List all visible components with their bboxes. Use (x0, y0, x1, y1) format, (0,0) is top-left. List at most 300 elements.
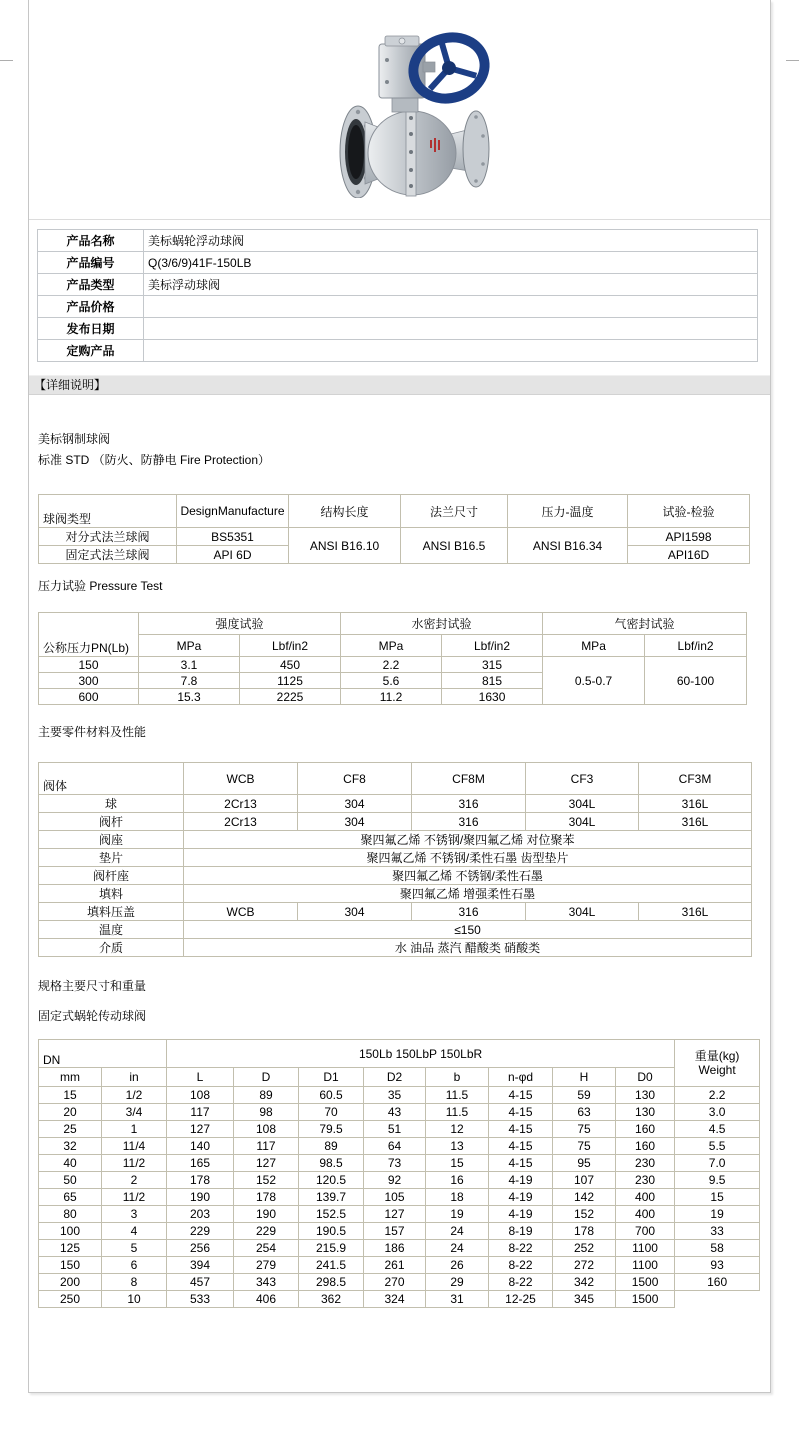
materials-value: 316L (639, 795, 752, 813)
dims-cell: 130 (616, 1104, 675, 1121)
dims-cell: 1100 (616, 1257, 675, 1274)
standards-type: 对分式法兰球阀 (39, 528, 177, 546)
dims-cell: 256 (167, 1240, 234, 1257)
dims-cell: 4-15 (489, 1087, 553, 1104)
dims-cell: 160 (616, 1121, 675, 1138)
dims-cell: 70 (299, 1104, 364, 1121)
pressure-value: 815 (442, 673, 543, 689)
dims-sub-header: D0 (616, 1068, 675, 1087)
dims-cell: 203 (167, 1206, 234, 1223)
dims-cell: 108 (167, 1087, 234, 1104)
dims-cell: 10 (102, 1291, 167, 1308)
dims-cell: 29 (426, 1274, 489, 1291)
materials-value: 316 (412, 795, 526, 813)
dims-sub-header: in (102, 1068, 167, 1087)
table-row (38, 340, 758, 362)
dims-cell: 25 (39, 1121, 102, 1138)
dims-cell: 130 (616, 1087, 675, 1104)
dims-cell: 98.5 (299, 1155, 364, 1172)
pressure-value: 5.6 (341, 673, 442, 689)
table-row (39, 495, 750, 528)
dims-cell: 63 (553, 1104, 616, 1121)
dims-cell: 79.5 (299, 1121, 364, 1138)
table-row (39, 1240, 760, 1257)
materials-header: 阀体 (39, 763, 184, 795)
materials-header: CF8M (412, 763, 526, 795)
dims-cell: 2.2 (675, 1087, 760, 1104)
dims-cell: 343 (234, 1274, 299, 1291)
dims-cell: 261 (364, 1257, 426, 1274)
pressure-unit-header: MPa (139, 635, 240, 657)
table-row (39, 1138, 760, 1155)
dims-cell: 125 (39, 1240, 102, 1257)
table-row (39, 795, 752, 813)
dims-cell: 1100 (616, 1240, 675, 1257)
standards-test: API16D (628, 546, 750, 564)
pressure-pn: 150 (39, 657, 139, 673)
dims-cell: 400 (616, 1189, 675, 1206)
dims-cell: 58 (675, 1240, 760, 1257)
dims-cell: 342 (553, 1274, 616, 1291)
standards-pressure-temp: ANSI B16.34 (508, 528, 628, 564)
dims-cell: 24 (426, 1223, 489, 1240)
info-value (144, 340, 758, 362)
table-row (39, 921, 752, 939)
materials-value: 316 (412, 813, 526, 831)
dims-cell: 252 (553, 1240, 616, 1257)
materials-part-label: 阀杆 (39, 813, 184, 831)
standards-type: 固定式法兰球阀 (39, 546, 177, 564)
table-row (39, 1223, 760, 1240)
table-row (39, 763, 752, 795)
pressure-unit-header: Lbf/in2 (645, 635, 747, 657)
dims-weight-header (675, 1040, 760, 1087)
dims-cell: 324 (364, 1291, 426, 1308)
pressure-value: 7.8 (139, 673, 240, 689)
table-row (38, 230, 758, 252)
dims-cell: 178 (234, 1189, 299, 1206)
dims-cell: 19 (675, 1206, 760, 1223)
materials-span-value: 聚四氟乙烯 增强柔性石墨 (184, 885, 752, 903)
dims-cell: 4-15 (489, 1121, 553, 1138)
dims-cell: 215.9 (299, 1240, 364, 1257)
dims-cell: 100 (39, 1223, 102, 1240)
pressure-test-table (38, 612, 747, 705)
dims-cell: 11/2 (102, 1189, 167, 1206)
materials-value: 304 (298, 903, 412, 921)
dims-cell: 19 (426, 1206, 489, 1223)
table-row (39, 1040, 760, 1068)
dims-cell: 165 (167, 1155, 234, 1172)
dims-sub-header: n-φd (489, 1068, 553, 1087)
dims-cell: 93 (675, 1257, 760, 1274)
materials-value: 304 (298, 813, 412, 831)
table-row (39, 1206, 760, 1223)
info-label: 产品类型 (38, 274, 144, 296)
dims-cell (675, 1291, 760, 1308)
materials-value: 304L (526, 795, 639, 813)
pressure-value: 315 (442, 657, 543, 673)
materials-span-value: 聚四氟乙烯 不锈钢/聚四氟乙烯 对位聚苯 (184, 831, 752, 849)
standards-header: 球阀类型 (39, 495, 177, 528)
pressure-unit-header: MPa (543, 635, 645, 657)
dims-cell: 1/2 (102, 1087, 167, 1104)
standards-design: BS5351 (177, 528, 289, 546)
table-row (39, 1274, 760, 1291)
dims-cell: 4-19 (489, 1189, 553, 1206)
dims-cell: 190 (167, 1189, 234, 1206)
dims-cell: 73 (364, 1155, 426, 1172)
dims-cell: 107 (553, 1172, 616, 1189)
table-row (38, 318, 758, 340)
dims-cell: 157 (364, 1223, 426, 1240)
dims-cell: 533 (167, 1291, 234, 1308)
dims-cell: 120.5 (299, 1172, 364, 1189)
standards-length: ANSI B16.10 (289, 528, 401, 564)
standards-design: API 6D (177, 546, 289, 564)
dims-cell: 8-22 (489, 1240, 553, 1257)
page-edge-mark-left (0, 60, 13, 61)
dims-cell: 4-15 (489, 1138, 553, 1155)
dims-cell: 178 (553, 1223, 616, 1240)
pressure-pn: 600 (39, 689, 139, 705)
materials-header: CF3 (526, 763, 639, 795)
pressure-value: 450 (240, 657, 341, 673)
dims-cell: 241.5 (299, 1257, 364, 1274)
dims-cell: 12 (426, 1121, 489, 1138)
dims-cell: 4.5 (675, 1121, 760, 1138)
dims-cell: 8-22 (489, 1257, 553, 1274)
standards-header: 结构长度 (289, 495, 401, 528)
standards-table (38, 494, 750, 564)
dims-cell: 250 (39, 1291, 102, 1308)
dims-cell: 254 (234, 1240, 299, 1257)
table-row (39, 849, 752, 867)
table-row (38, 274, 758, 296)
dims-cell: 9.5 (675, 1172, 760, 1189)
dims-cell: 60.5 (299, 1087, 364, 1104)
dims-cell: 32 (39, 1138, 102, 1155)
materials-table (38, 762, 752, 957)
materials-value: 304L (526, 813, 639, 831)
dims-cell: 64 (364, 1138, 426, 1155)
table-row (39, 1121, 760, 1138)
table-row (39, 813, 752, 831)
ball-valve-photo (325, 16, 495, 198)
table-row (38, 252, 758, 274)
dims-cell: 270 (364, 1274, 426, 1291)
dims-cell: 190 (234, 1206, 299, 1223)
dims-cell: 160 (616, 1138, 675, 1155)
materials-span-value: ≤150 (184, 921, 752, 939)
product-info-table (37, 229, 758, 362)
materials-header: WCB (184, 763, 298, 795)
info-label: 产品价格 (38, 296, 144, 318)
dims-cell: 394 (167, 1257, 234, 1274)
table-row (39, 1291, 760, 1308)
dims-cell: 140 (167, 1138, 234, 1155)
dims-cell: 15 (426, 1155, 489, 1172)
dims-cell: 127 (364, 1206, 426, 1223)
info-label: 发布日期 (38, 318, 144, 340)
pressure-value: 2225 (240, 689, 341, 705)
right-flange (463, 111, 489, 187)
dims-cell: 4-19 (489, 1206, 553, 1223)
dims-cell: 160 (675, 1274, 760, 1291)
materials-value: 316L (639, 813, 752, 831)
dims-cell: 51 (364, 1121, 426, 1138)
intro-line-1: 美标钢制球阀 (38, 432, 111, 446)
dims-sub-header: L (167, 1068, 234, 1087)
dims-cell: 139.7 (299, 1189, 364, 1206)
materials-part-label: 球 (39, 795, 184, 813)
dims-cell: 35 (364, 1087, 426, 1104)
standards-flange: ANSI B16.5 (401, 528, 508, 564)
dims-sub-header: mm (39, 1068, 102, 1087)
materials-header: CF8 (298, 763, 412, 795)
pressure-unit-header: Lbf/in2 (240, 635, 341, 657)
table-row (39, 1104, 760, 1121)
table-row (39, 1189, 760, 1206)
dims-weight-header-line1: 重量(kg) (694, 1049, 740, 1063)
pressure-value: 3.1 (139, 657, 240, 673)
pressure-value: 11.2 (341, 689, 442, 705)
dims-dn-header: DN (39, 1040, 167, 1068)
dims-cell: 2 (102, 1172, 167, 1189)
info-value (144, 318, 758, 340)
dims-cell: 127 (167, 1121, 234, 1138)
pressure-value: 1125 (240, 673, 341, 689)
pressure-pn: 300 (39, 673, 139, 689)
materials-part-label: 阀杆座 (39, 867, 184, 885)
dims-cell: 40 (39, 1155, 102, 1172)
pressure-col0-header: 公称压力PN(Lb) (39, 613, 139, 657)
dims-sub-header: H (553, 1068, 616, 1087)
materials-span-value: 聚四氟乙烯 不锈钢/柔性石墨 齿型垫片 (184, 849, 752, 867)
dims-cell: 230 (616, 1172, 675, 1189)
materials-value: 2Cr13 (184, 813, 298, 831)
table-row (39, 613, 747, 635)
materials-value: 2Cr13 (184, 795, 298, 813)
dims-cell: 406 (234, 1291, 299, 1308)
materials-header: CF3M (639, 763, 752, 795)
pressure-gas-mpa: 0.5-0.7 (543, 657, 645, 705)
materials-part-label: 温度 (39, 921, 184, 939)
dims-weight-header-line2: Weight (698, 1063, 736, 1077)
dims-sub-header: b (426, 1068, 489, 1087)
dims-cell: 8 (102, 1274, 167, 1291)
dims-cell: 229 (234, 1223, 299, 1240)
dims-cell: 18 (426, 1189, 489, 1206)
dims-cell: 152.5 (299, 1206, 364, 1223)
materials-part-label: 垫片 (39, 849, 184, 867)
dims-cell: 92 (364, 1172, 426, 1189)
product-photo-area (29, 0, 770, 219)
dims-cell: 31 (426, 1291, 489, 1308)
table-row (39, 528, 750, 546)
info-label: 产品编号 (38, 252, 144, 274)
dims-cell: 178 (167, 1172, 234, 1189)
dims-cell: 11/2 (102, 1155, 167, 1172)
table-row (39, 1087, 760, 1104)
dims-sub-header: D (234, 1068, 299, 1087)
table-row (39, 867, 752, 885)
materials-value: 304 (298, 795, 412, 813)
dims-cell: 700 (616, 1223, 675, 1240)
dims-cell: 4 (102, 1223, 167, 1240)
dims-cell: 362 (299, 1291, 364, 1308)
dims-cell: 400 (616, 1206, 675, 1223)
dims-cell: 298.5 (299, 1274, 364, 1291)
dims-cell: 50 (39, 1172, 102, 1189)
info-value: 美标蜗轮浮动球阀 (144, 230, 758, 252)
pressure-value: 1630 (442, 689, 543, 705)
materials-value: 304L (526, 903, 639, 921)
dims-cell: 3.0 (675, 1104, 760, 1121)
pressure-group-header: 强度试验 (139, 613, 341, 635)
info-value (144, 296, 758, 318)
pressure-group-header: 气密封试验 (543, 613, 747, 635)
dims-cell: 8-19 (489, 1223, 553, 1240)
dims-cell: 95 (553, 1155, 616, 1172)
materials-span-value: 聚四氟乙烯 不锈钢/柔性石墨 (184, 867, 752, 885)
dims-cell: 11/4 (102, 1138, 167, 1155)
page-edge-mark-right (786, 60, 799, 61)
table-row (39, 903, 752, 921)
pressure-gas-lbf: 60-100 (645, 657, 747, 705)
table-row (39, 1172, 760, 1189)
dims-cell: 152 (553, 1206, 616, 1223)
pressure-value: 2.2 (341, 657, 442, 673)
dims-cell: 279 (234, 1257, 299, 1274)
table-row (39, 1155, 760, 1172)
table-row (39, 1068, 760, 1087)
standards-header: 压力-温度 (508, 495, 628, 528)
pressure-group-header: 水密封试验 (341, 613, 543, 635)
dims-cell: 105 (364, 1189, 426, 1206)
pressure-unit-header: MPa (341, 635, 442, 657)
dimensions-title: 规格主要尺寸和重量 (38, 979, 147, 993)
dims-cell: 11.5 (426, 1087, 489, 1104)
dims-sub-header: D1 (299, 1068, 364, 1087)
dims-cell: 33 (675, 1223, 760, 1240)
dims-cell: 345 (553, 1291, 616, 1308)
dims-cell: 272 (553, 1257, 616, 1274)
section-divider (29, 219, 770, 220)
dims-cell: 3/4 (102, 1104, 167, 1121)
dims-cell: 152 (234, 1172, 299, 1189)
dims-cell: 65 (39, 1189, 102, 1206)
table-row (39, 635, 747, 657)
dimensions-table (38, 1039, 760, 1308)
dims-cell: 26 (426, 1257, 489, 1274)
dims-cell: 190.5 (299, 1223, 364, 1240)
info-value: Q(3/6/9)41F-150LB (144, 252, 758, 274)
materials-part-label: 阀座 (39, 831, 184, 849)
materials-part-label: 介质 (39, 939, 184, 957)
dims-cell: 230 (616, 1155, 675, 1172)
materials-value: 316L (639, 903, 752, 921)
dims-cell: 43 (364, 1104, 426, 1121)
materials-part-label: 填料 (39, 885, 184, 903)
dims-cell: 5.5 (675, 1138, 760, 1155)
dims-class-header: 150Lb 150LbP 150LbR (167, 1040, 675, 1068)
intro-line-2: 标准 STD （防火、防静电 Fire Protection） (38, 453, 271, 467)
dims-cell: 24 (426, 1240, 489, 1257)
dims-cell: 75 (553, 1138, 616, 1155)
dims-cell: 13 (426, 1138, 489, 1155)
dims-cell: 11.5 (426, 1104, 489, 1121)
dims-cell: 20 (39, 1104, 102, 1121)
dimensions-subtitle: 固定式蜗轮传动球阀 (38, 1009, 147, 1023)
table-row (39, 831, 752, 849)
dims-cell: 15 (39, 1087, 102, 1104)
dims-cell: 117 (234, 1138, 299, 1155)
dims-cell: 186 (364, 1240, 426, 1257)
standards-header: 试验-检验 (628, 495, 750, 528)
dims-cell: 12-25 (489, 1291, 553, 1308)
dims-cell: 1500 (616, 1274, 675, 1291)
materials-span-value: 水 油品 蒸汽 醋酸类 硝酸类 (184, 939, 752, 957)
dims-cell: 229 (167, 1223, 234, 1240)
dims-cell: 117 (167, 1104, 234, 1121)
dims-cell: 7.0 (675, 1155, 760, 1172)
dims-cell: 127 (234, 1155, 299, 1172)
dims-cell: 5 (102, 1240, 167, 1257)
dims-cell: 16 (426, 1172, 489, 1189)
dims-cell: 1500 (616, 1291, 675, 1308)
dims-cell: 4-19 (489, 1172, 553, 1189)
standards-header: 法兰尺寸 (401, 495, 508, 528)
table-row (39, 939, 752, 957)
dims-cell: 89 (299, 1138, 364, 1155)
dims-cell: 6 (102, 1257, 167, 1274)
standards-test: API1598 (628, 528, 750, 546)
intro-text (38, 429, 770, 471)
dims-cell: 59 (553, 1087, 616, 1104)
pressure-test-title: 压力试验 Pressure Test (38, 579, 163, 593)
pressure-value: 15.3 (139, 689, 240, 705)
dims-cell: 4-15 (489, 1104, 553, 1121)
dims-cell: 80 (39, 1206, 102, 1223)
dims-cell: 4-15 (489, 1155, 553, 1172)
info-label: 定购产品 (38, 340, 144, 362)
detail-section-header: 【详细说明】 (29, 375, 770, 395)
info-label: 产品名称 (38, 230, 144, 252)
dims-cell: 89 (234, 1087, 299, 1104)
info-value: 美标浮动球阀 (144, 274, 758, 296)
table-row (39, 885, 752, 903)
materials-title: 主要零件材料及性能 (38, 725, 147, 739)
dims-cell: 200 (39, 1274, 102, 1291)
dims-cell: 142 (553, 1189, 616, 1206)
materials-value: WCB (184, 903, 298, 921)
valve-body (368, 110, 456, 196)
dims-cell: 150 (39, 1257, 102, 1274)
standards-header: DesignManufacture (177, 495, 289, 528)
materials-value: 316 (412, 903, 526, 921)
materials-part-label: 填料压盖 (39, 903, 184, 921)
dims-cell: 108 (234, 1121, 299, 1138)
dims-cell: 8-22 (489, 1274, 553, 1291)
table-row (38, 296, 758, 318)
dims-cell: 75 (553, 1121, 616, 1138)
content-panel (28, 0, 771, 1393)
dims-cell: 3 (102, 1206, 167, 1223)
table-row (39, 657, 747, 673)
pressure-unit-header: Lbf/in2 (442, 635, 543, 657)
dims-cell: 1 (102, 1121, 167, 1138)
